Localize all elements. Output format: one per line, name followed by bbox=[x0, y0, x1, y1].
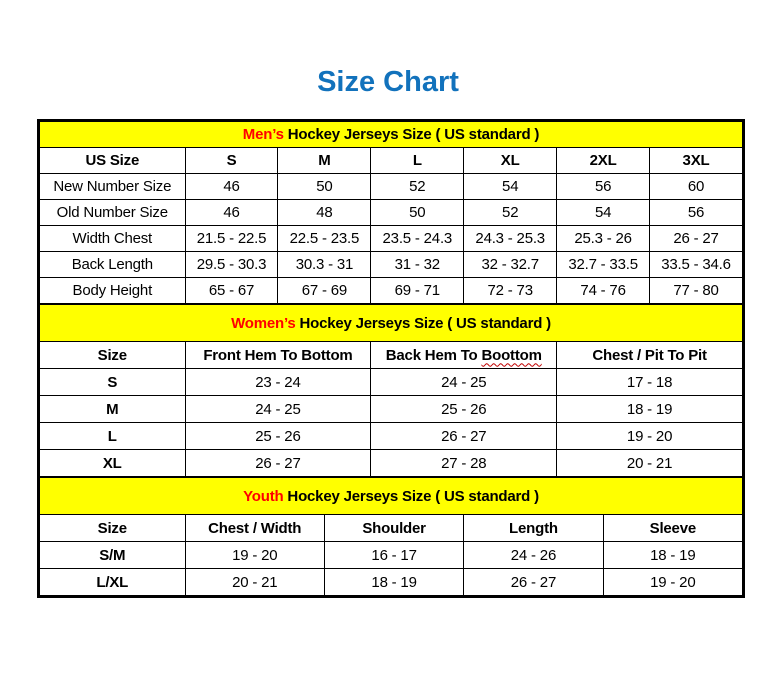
size-value: 24.3 - 25.3 bbox=[464, 226, 557, 252]
table-row bbox=[40, 542, 743, 569]
womens-size-table bbox=[39, 304, 743, 477]
size-value: 29.5 - 30.3 bbox=[185, 252, 278, 278]
mens-caption-row bbox=[40, 122, 743, 148]
row-label: XL bbox=[40, 450, 186, 477]
column-header-text: Back Hem To bbox=[385, 346, 478, 364]
size-value: 20 - 21 bbox=[557, 450, 743, 477]
size-value: 20 - 21 bbox=[185, 569, 324, 596]
size-value: 25.3 - 26 bbox=[557, 226, 650, 252]
size-value: 52 bbox=[464, 200, 557, 226]
womens-table-caption bbox=[40, 305, 743, 342]
mens-size-table bbox=[39, 121, 743, 304]
mens-caption-text: Hockey Jerseys Size ( US standard ) bbox=[283, 126, 540, 143]
table-row bbox=[40, 396, 743, 423]
table-row bbox=[40, 450, 743, 477]
row-label: Width Chest bbox=[40, 226, 186, 252]
size-value: 26 - 27 bbox=[464, 569, 603, 596]
size-chart bbox=[37, 119, 745, 598]
table-row bbox=[40, 226, 743, 252]
size-value: 17 - 18 bbox=[557, 369, 743, 396]
row-label: L bbox=[40, 423, 186, 450]
misspelled-word: Boottom bbox=[481, 346, 542, 364]
row-label: Body Height bbox=[40, 278, 186, 304]
size-value: 52 bbox=[371, 174, 464, 200]
table-row bbox=[40, 423, 743, 450]
size-value: 26 - 27 bbox=[185, 450, 371, 477]
row-label: M bbox=[40, 396, 186, 423]
page-title: Size Chart bbox=[317, 66, 459, 98]
column-header: XL bbox=[464, 148, 557, 174]
column-header: 2XL bbox=[557, 148, 650, 174]
size-value: 19 - 20 bbox=[603, 569, 742, 596]
table-row bbox=[40, 569, 743, 596]
column-header: Sleeve bbox=[603, 515, 742, 542]
size-value: 23.5 - 24.3 bbox=[371, 226, 464, 252]
mens-caption-highlight: Men’s bbox=[242, 126, 284, 143]
row-label: New Number Size bbox=[40, 174, 186, 200]
column-header: S bbox=[185, 148, 278, 174]
youth-header-row bbox=[40, 515, 743, 542]
size-value: 19 - 20 bbox=[185, 542, 324, 569]
column-header: Size bbox=[40, 515, 186, 542]
size-value: 18 - 19 bbox=[324, 569, 463, 596]
table-row bbox=[40, 174, 743, 200]
size-value: 60 bbox=[650, 174, 743, 200]
size-value: 46 bbox=[185, 200, 278, 226]
size-value: 26 - 27 bbox=[371, 423, 557, 450]
youth-size-table bbox=[39, 477, 743, 596]
womens-header-row bbox=[40, 342, 743, 369]
table-row bbox=[40, 200, 743, 226]
size-value: 24 - 26 bbox=[464, 542, 603, 569]
size-value: 65 - 67 bbox=[185, 278, 278, 304]
size-value: 25 - 26 bbox=[371, 396, 557, 423]
size-value: 54 bbox=[557, 200, 650, 226]
column-header: Chest / Width bbox=[185, 515, 324, 542]
youth-caption-text: Hockey Jerseys Size ( US standard ) bbox=[283, 487, 539, 505]
row-label: Old Number Size bbox=[40, 200, 186, 226]
size-value: 30.3 - 31 bbox=[278, 252, 371, 278]
row-label: S/M bbox=[40, 542, 186, 569]
size-value: 18 - 19 bbox=[557, 396, 743, 423]
table-row bbox=[40, 278, 743, 304]
womens-caption-highlight: Women’s bbox=[231, 314, 296, 332]
size-value: 22.5 - 23.5 bbox=[278, 226, 371, 252]
size-value: 74 - 76 bbox=[557, 278, 650, 304]
size-value: 21.5 - 22.5 bbox=[185, 226, 278, 252]
womens-caption-row bbox=[40, 305, 743, 342]
size-value: 27 - 28 bbox=[371, 450, 557, 477]
column-header: L bbox=[371, 148, 464, 174]
column-header: Length bbox=[464, 515, 603, 542]
youth-caption-row bbox=[40, 478, 743, 515]
column-header: 3XL bbox=[650, 148, 743, 174]
size-value: 46 bbox=[185, 174, 278, 200]
row-label: S bbox=[40, 369, 186, 396]
size-value: 56 bbox=[557, 174, 650, 200]
size-value: 77 - 80 bbox=[650, 278, 743, 304]
womens-caption-text: Hockey Jerseys Size ( US standard ) bbox=[295, 314, 551, 332]
mens-table-caption bbox=[40, 122, 743, 148]
size-value: 32 - 32.7 bbox=[464, 252, 557, 278]
size-value: 33.5 - 34.6 bbox=[650, 252, 743, 278]
column-header bbox=[371, 342, 557, 369]
column-header: US Size bbox=[40, 148, 186, 174]
size-value: 24 - 25 bbox=[371, 369, 557, 396]
size-value: 19 - 20 bbox=[557, 423, 743, 450]
youth-caption-highlight: Youth bbox=[243, 487, 284, 505]
size-value: 31 - 32 bbox=[371, 252, 464, 278]
size-value: 16 - 17 bbox=[324, 542, 463, 569]
size-value: 54 bbox=[464, 174, 557, 200]
column-header: Size bbox=[40, 342, 186, 369]
column-header: Front Hem To Bottom bbox=[185, 342, 371, 369]
size-value: 32.7 - 33.5 bbox=[557, 252, 650, 278]
column-header: M bbox=[278, 148, 371, 174]
size-value: 24 - 25 bbox=[185, 396, 371, 423]
row-label: L/XL bbox=[40, 569, 186, 596]
size-value: 25 - 26 bbox=[185, 423, 371, 450]
table-row bbox=[40, 369, 743, 396]
size-value: 56 bbox=[650, 200, 743, 226]
size-value: 48 bbox=[278, 200, 371, 226]
size-value: 23 - 24 bbox=[185, 369, 371, 396]
row-label: Back Length bbox=[40, 252, 186, 278]
youth-table-caption bbox=[40, 478, 743, 515]
mens-header-row bbox=[40, 148, 743, 174]
size-value: 50 bbox=[371, 200, 464, 226]
size-value: 67 - 69 bbox=[278, 278, 371, 304]
column-header: Shoulder bbox=[324, 515, 463, 542]
table-row bbox=[40, 252, 743, 278]
size-value: 50 bbox=[278, 174, 371, 200]
size-value: 18 - 19 bbox=[603, 542, 742, 569]
size-value: 69 - 71 bbox=[371, 278, 464, 304]
size-value: 26 - 27 bbox=[650, 226, 743, 252]
size-value: 72 - 73 bbox=[464, 278, 557, 304]
column-header: Chest / Pit To Pit bbox=[557, 342, 743, 369]
